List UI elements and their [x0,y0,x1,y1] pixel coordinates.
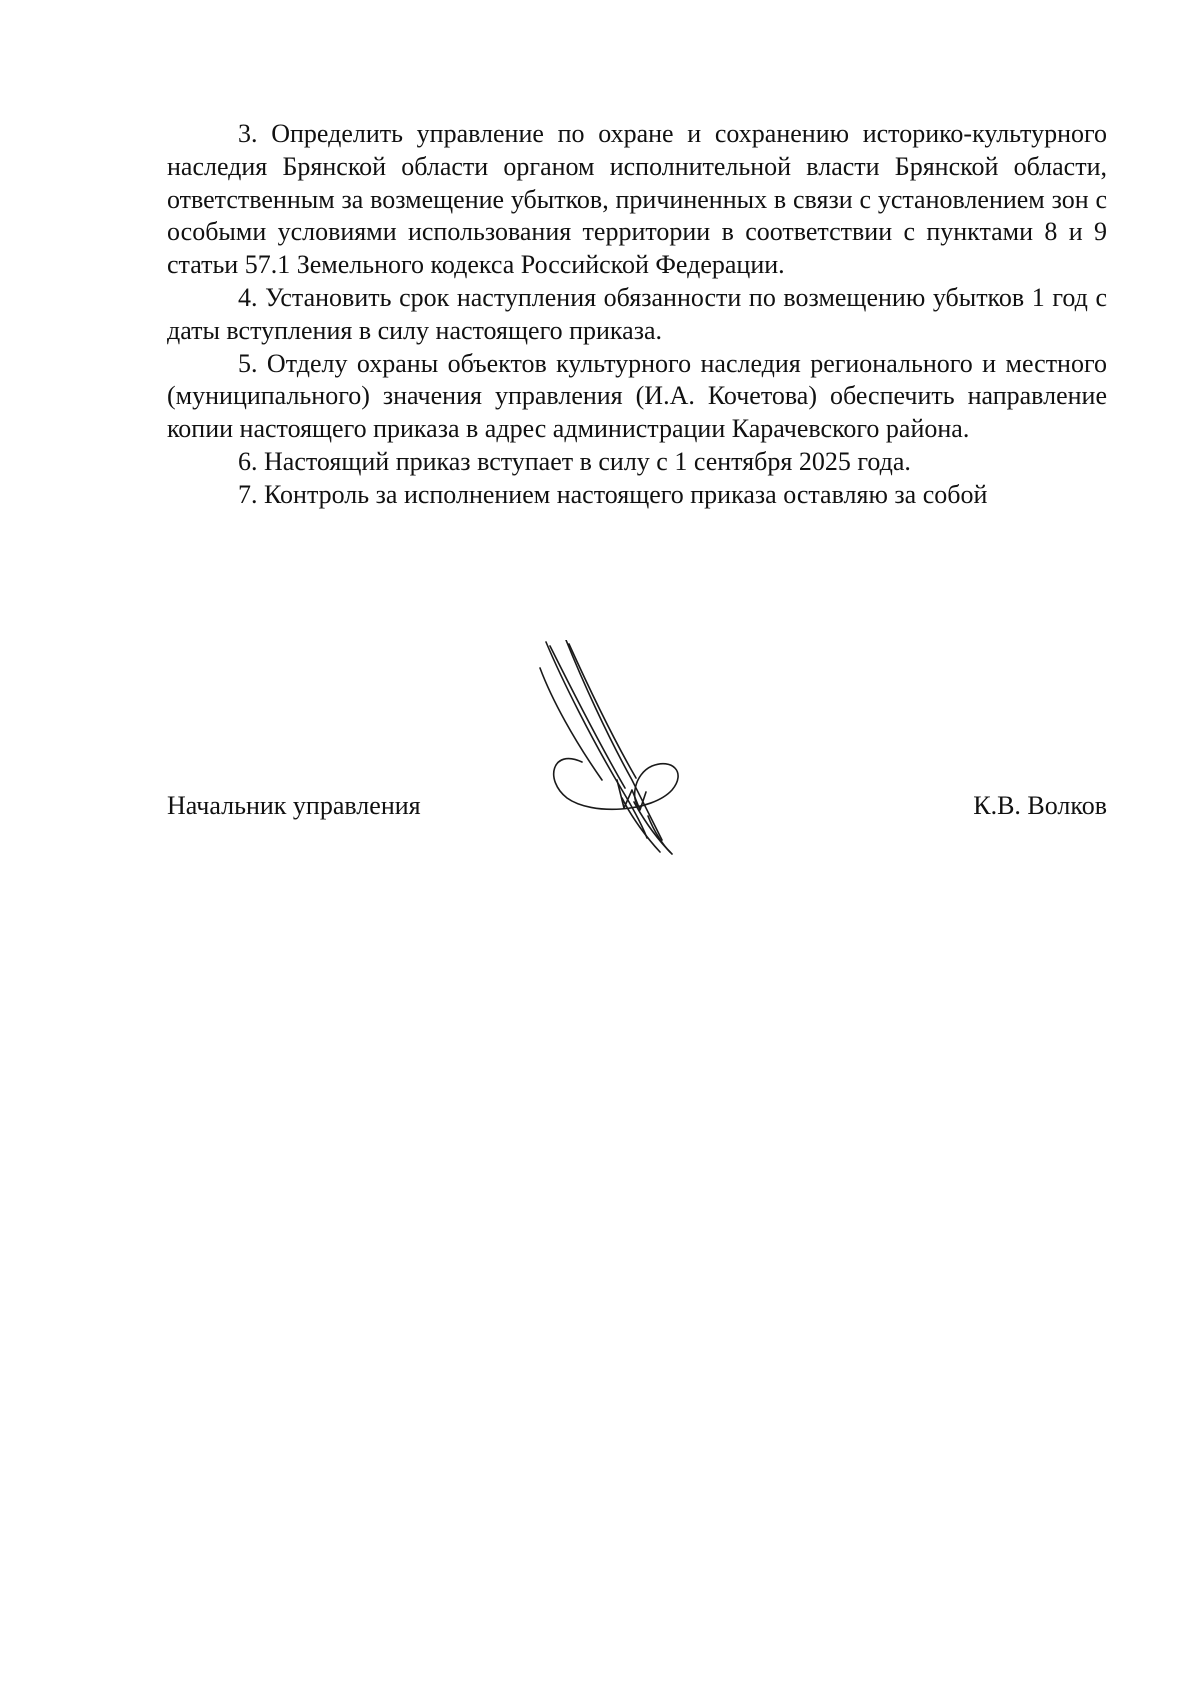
paragraph-7: 7. Контроль за исполнением настоящего приказа оставляю за собой [238,479,988,509]
paragraph-4: 4. Установить срок наступления обязанности по возмещению убытков 1 год с даты вступления в силу настоящего приказа. [167,282,1107,345]
paragraph-3: 3. Определить управление по охране и сохранению историко-культурного наследия Брянской области органом исполнительной власти Брянской области, ответственным за возмещение убытков, причиненных в связи с установлением зон с особыми условиями использования территории в соответствии с пунктами 8 и 9 статьи 57.1 Земельного кодекса Российской Федерации. [167,119,1107,280]
signer-name: К.В. Волков [973,791,1107,820]
paragraph-6: 6. Настоящий приказ вступает в силу с 1 сентября 2025 года. [238,446,911,476]
paragraph-5: 5. Отделу охраны объектов культурного наследия регионального и местного (муниципального) значения управления (И.А. Кочетова) обеспечить направление копии настоящего приказа в адрес администрации Карачевского района. [167,348,1107,444]
signer-position: Начальник управления [167,791,421,820]
signature-block [167,640,1107,880]
document-body [167,118,1107,512]
handwritten-signature-icon [522,640,692,870]
